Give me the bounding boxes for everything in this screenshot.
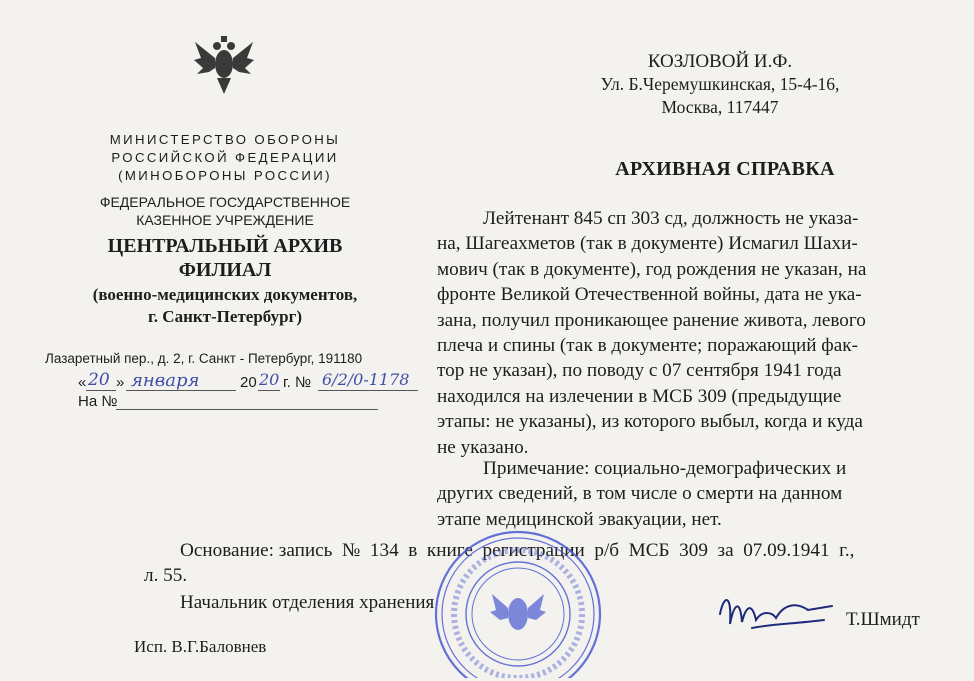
archive-line: ФИЛИАЛ (178, 259, 272, 281)
note-line: других сведений, в том числе о смерти на данном (437, 483, 843, 505)
year-suffix: 20 (259, 370, 280, 389)
signatory-name: Т.Шмидт (846, 609, 920, 630)
branch-line: г. Санкт-Петербург) (148, 307, 302, 326)
date-month: января (131, 370, 200, 391)
recipient-street: Ул. Б.Черемушкинская, 15-4-16, (600, 74, 840, 94)
archive-line: ЦЕНТРАЛЬНЫЙ АРХИВ (107, 235, 343, 257)
ministry-line: МИНИСТЕРСТВО ОБОРОНЫ (109, 132, 341, 147)
paragraph-line: плеча и спины (так в документе; поражающий фак- (437, 335, 858, 357)
paragraph-line: мович (так в документе), год рождения не указан, на (437, 258, 867, 280)
ministry-line: РОССИЙСКОЙ ФЕДЕРАЦИИ (111, 150, 339, 165)
date-day: 20 (88, 370, 110, 390)
paragraph-line: Лейтенант 845 сп 303 сд, должность не указа- (483, 208, 859, 229)
number-label: г. № (283, 374, 312, 391)
basis-line: Основание: запись № 134 в книге регистрации р/б МСБ 309 за 07.09.1941 г., (180, 540, 855, 561)
handwritten-signature (712, 584, 842, 644)
paragraph-line: этапы: не указаны), из которого выбыл, когда и куда (437, 411, 863, 433)
signatory-position: Начальник отделения хранения (180, 592, 435, 613)
recipient-block (570, 50, 870, 119)
institution-line: КАЗЕННОЕ УЧРЕЖДЕНИЕ (136, 212, 314, 228)
recipient-city: Москва, 117447 (661, 97, 779, 117)
paragraph-line: на, Шагеахметов (так в документе) Исмагил Шахи- (437, 233, 858, 255)
branch-line: (военно-медицинских документов, (92, 285, 358, 304)
note-line: этапе медицинской эвакуации, нет. (437, 508, 722, 530)
basis-line: л. 55. (144, 565, 188, 587)
institution-line: ФЕДЕРАЛЬНОЕ ГОСУДАРСТВЕННОЕ (99, 194, 351, 210)
date-quote-open: « (78, 374, 87, 391)
official-stamp (430, 530, 606, 678)
note-paragraph (437, 456, 935, 532)
institution-block (60, 193, 390, 229)
paragraph-line: фронте Великой Отечественной войны, дата не ука- (437, 284, 862, 306)
recipient-name: КОЗЛОВОЙ И.Ф. (647, 51, 793, 72)
paragraph-line: не указано. (437, 436, 529, 458)
archive-address: Лазаретный пер., д. 2, г. Санкт - Петербург, 191180 (45, 351, 363, 366)
year-prefix: 20 (240, 374, 257, 391)
registration-number: 6/2/0-1178 (322, 370, 410, 389)
paragraph-line: находился на излечении в МСБ 309 (предыдущие (437, 385, 842, 407)
paragraph-line: зана, получил проникающее ранение живота, левого (437, 309, 866, 331)
branch-block (50, 284, 400, 328)
paragraph-line: тор не указан), по поводу с 07 сентября 1941 года (437, 360, 842, 382)
reply-label: На № (78, 393, 118, 410)
archive-block (60, 234, 390, 282)
main-paragraph (437, 206, 935, 460)
reply-line (78, 393, 398, 415)
emblem-icon (193, 28, 255, 98)
document-title: АРХИВНАЯ СПРАВКА (615, 158, 835, 180)
executor: Исп. В.Г.Баловнев (134, 637, 267, 656)
date-quote-close: » (116, 374, 125, 391)
ministry-block (60, 131, 390, 185)
note-line: Примечание: социально-демографических и (483, 458, 847, 479)
ministry-line: (МИНОБОРОНЫ РОССИИ) (118, 168, 332, 183)
